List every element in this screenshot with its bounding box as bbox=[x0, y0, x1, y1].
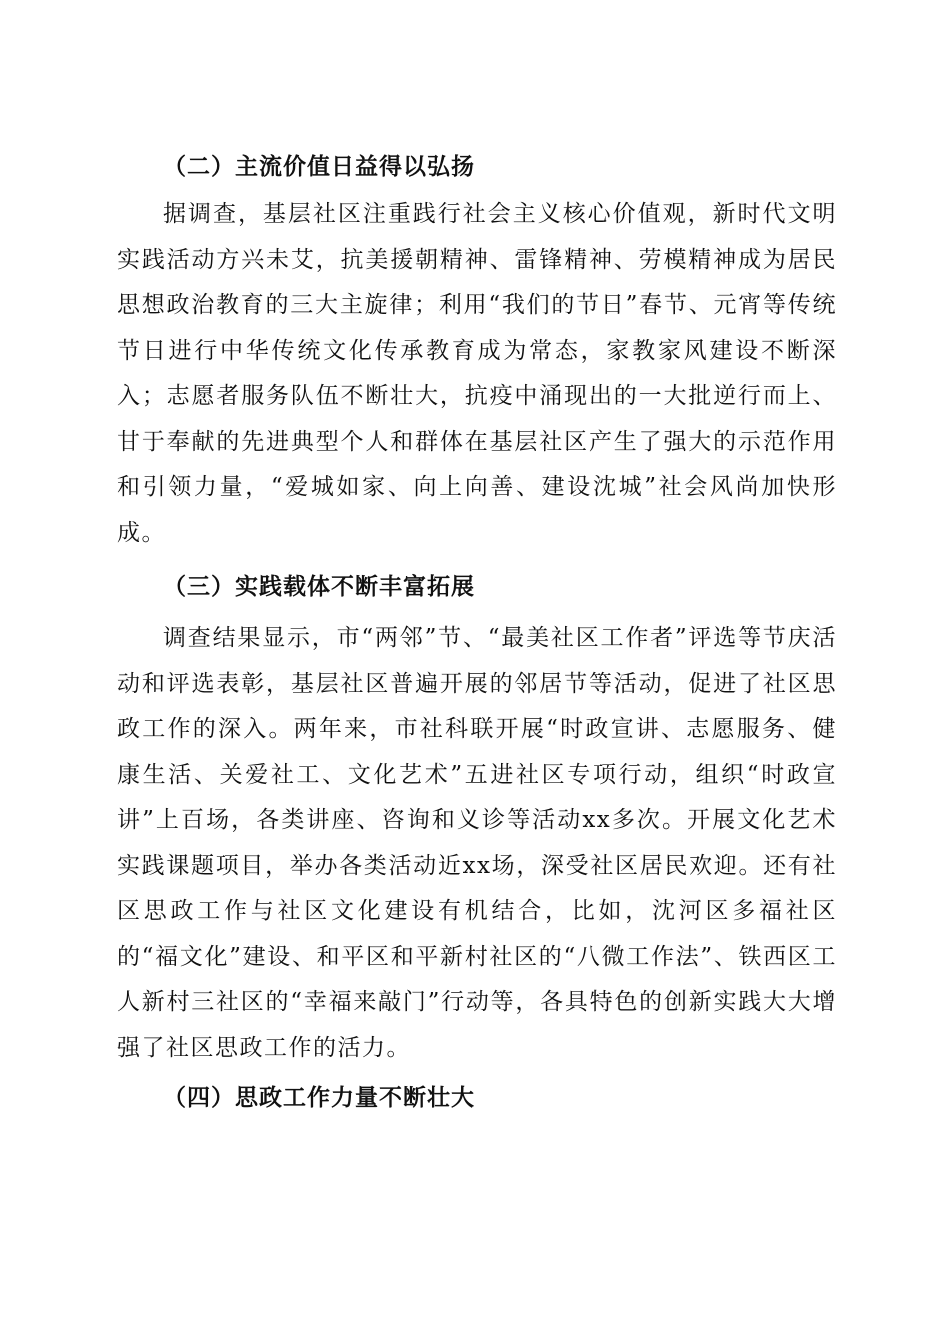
section-heading-2: （二）主流价值日益得以弘扬 bbox=[163, 153, 475, 180]
document-body bbox=[117, 140, 837, 1121]
section-heading-4: （四）思政工作力量不断壮大 bbox=[163, 1084, 475, 1111]
section-paragraph-2: 据调查，基层社区注重践行社会主义核心价值观，新时代文明实践活动方兴未艾，抗美援朝精神、雷锋精神、劳模精神成为居民思想政治教育的三大主旋律；利用“我们的节日”春节、元宵等传统节日进行中华传统文化传承教育成为常态，家教家风建设不断深入；志愿者服务队伍不断壮大，抗疫中涌现出的一大批逆行而上、甘于奉献的先进典型个人和群体在基层社区产生了强大的示范作用和引领力量，“爱城如家、向上向善、建设沈城”社会风尚加快形成。 bbox=[117, 201, 837, 546]
section-heading-3: （三）实践载体不断丰富拓展 bbox=[163, 573, 475, 600]
section-paragraph-3: 调查结果显示，市“两邻”节、“最美社区工作者”评选等节庆活动和评选表彰，基层社区普遍开展的邻居节等活动，促进了社区思政工作的深入。两年来，市社科联开展“时政宣讲、志愿服务、健康生活、关爱社工、文化艺术”五进社区专项行动，组织“时政宣讲”上百场，各类讲座、咨询和义诊等活动xx多次。开展文化艺术实践课题项目，举办各类活动近xx场，深受社区居民欢迎。还有社区思政工作与社区文化建设有机结合，比如，沈河区多福社区的“福文化”建设、和平区和平新村社区的“八微工作法”、铁西区工人新村三社区的“幸福来敲门”行动等，各具特色的创新实践大大增强了社区思政工作的活力。 bbox=[117, 625, 837, 1061]
